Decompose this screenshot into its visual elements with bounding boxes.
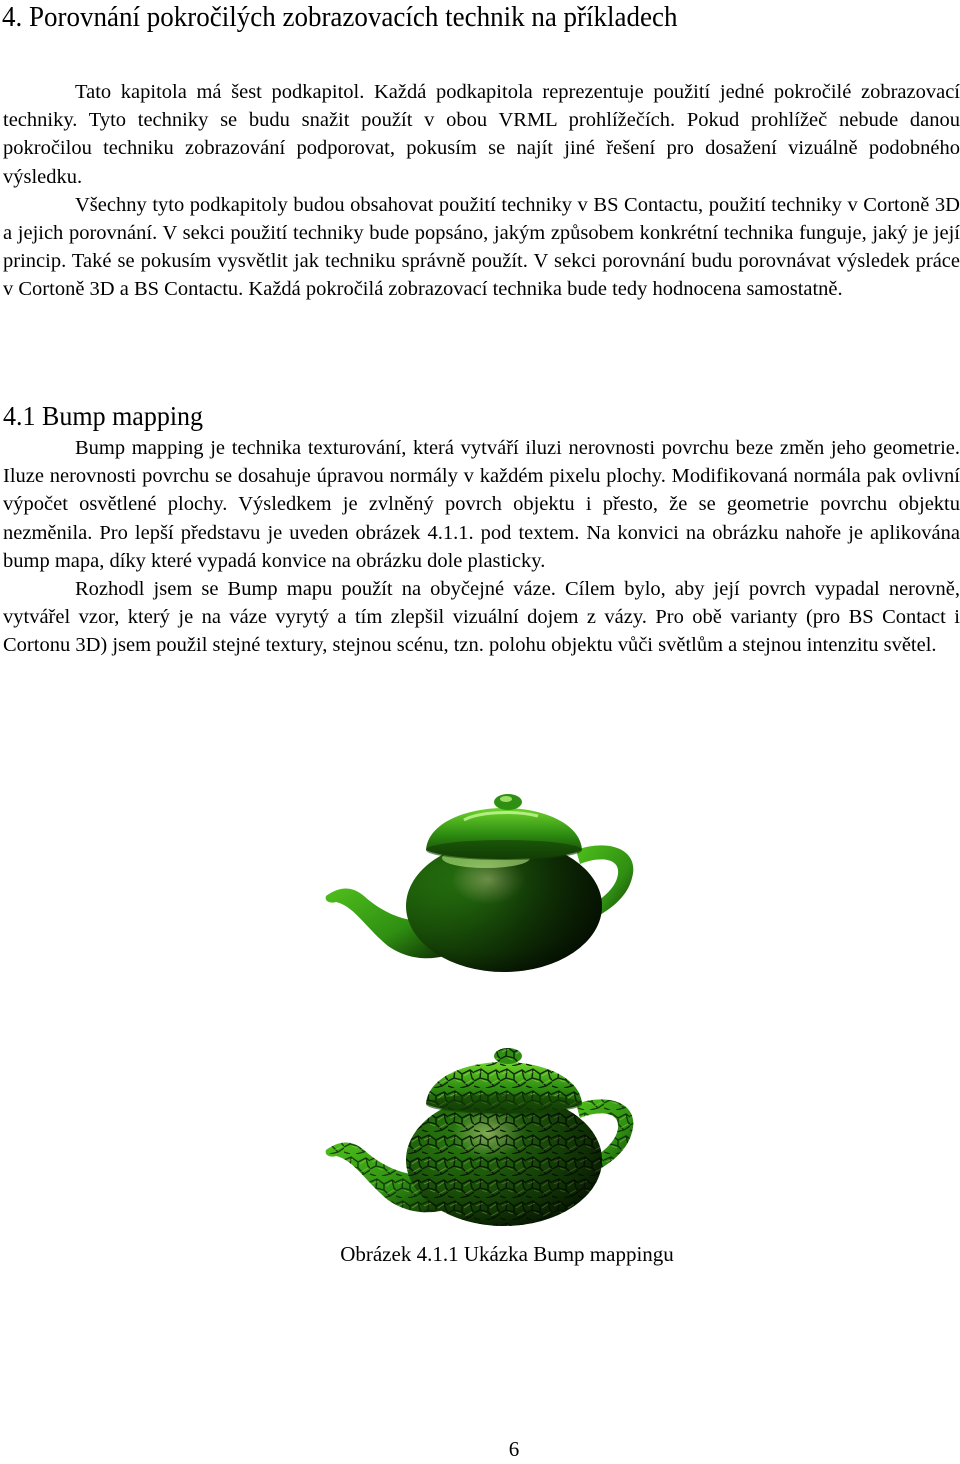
section-title: 4.1 Bump mapping [3, 401, 204, 432]
teapot-smooth [326, 794, 634, 972]
page-number [0, 1437, 960, 1461]
section-body [3, 434, 960, 660]
teapot-figure [318, 746, 658, 1240]
section-paragraph-2: Rozhodl jsem se Bump mapu použít na obyčejné váze. Cílem bylo, aby její povrch vypadal nerovně, vytvářel vzor, který je na váze vyrytý a tím zlepšil vizuální dojem z vázy. Pro obě varianty (pro BS Contact i Cortonu 3D) jsem použil stejné textury, stejnou scénu, tzn. polohu objektu vůči světlům a stejnou intenzitu světel. [3, 578, 960, 657]
section-paragraph-1: Bump mapping je technika texturování, která vytváří iluzi nerovnosti povrchu beze změn jeho geometrie. Iluze nerovnosti povrchu se dosahuje úpravou normály v každém pixelu plochy. Modifikovaná normála pak ovlivní výpočet osvětlené plochy. Výsledkem je zvlněný povrch objektu i přesto, že se geometrie povrchu objektu nezměnila. Pro lepší představu je uveden obrázek 4.1.1. pod textem. Na konvici na obrázku nahoře je aplikována bump mapa, díky které vypadá konvice na obrázku dole plasticky. [3, 437, 960, 572]
teapot-bump-mapped [326, 1048, 634, 1226]
page-number-text: 6 [508, 1437, 520, 1461]
figure-caption-text: Obrázek 4.1.1 Ukázka Bump mappingu [340, 1242, 674, 1266]
intro-paragraph-2: Všechny tyto podkapitoly budou obsahovat použití techniky v BS Contactu, použití techniky v Cortoně 3D a jejich porovnání. V sekci použití techniky bude popsáno, jakým způsobem konkrétní technika funguje, jaký je její princip. Také se pokusím vysvětlit jak techniku správně použít. V sekci porovnání budu porovnávat výsledek práce v Cortoně 3D a BS Contactu. Každá pokročilá zobrazovací technika bude tedy hodnocena samostatně. [3, 193, 960, 301]
teapot-illustration [318, 746, 658, 1240]
chapter-title: 4. Porovnání pokročilých zobrazovacích technik na příkladech [2, 1, 678, 33]
intro-paragraph-1: Tato kapitola má šest podkapitol. Každá podkapitola reprezentuje použití jedné pokročilé zobrazovací techniky. Tyto techniky se budu snažit použít v obou VRML prohlížečích. Pokud prohlížeč nebude danou pokročilou techniku zobrazování podporovat, pokusím se najít jiné řešení pro dosažení vizuálně podobného výsledku. [3, 81, 960, 188]
figure-caption [0, 1240, 960, 1268]
chapter-intro [3, 78, 960, 304]
